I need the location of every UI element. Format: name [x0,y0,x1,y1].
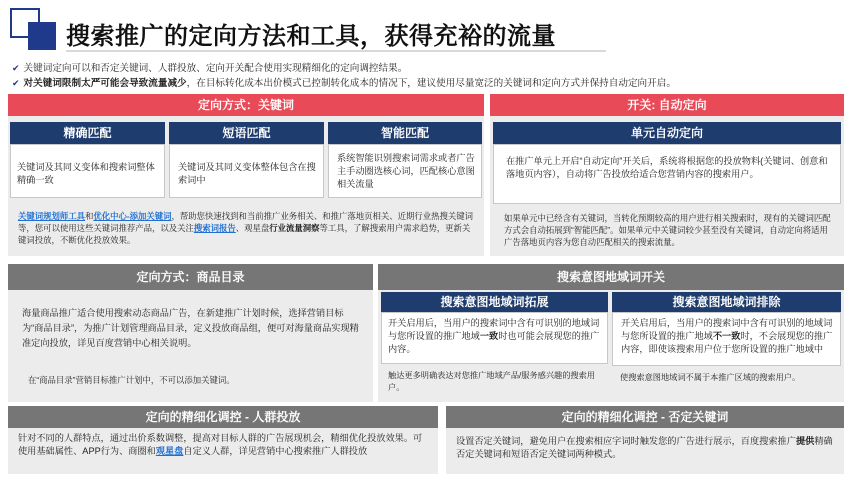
audience-desc [8,428,438,474]
geo-expand-bold: 一致 [479,331,499,341]
negative-text: 设置否定关键词，避免用户在搜索相应字词时触发您的广告进行展示，百度搜索推广 [456,436,796,446]
page-title: 搜索推广的定向方法和工具，获得充裕的流量 [66,23,556,50]
geo-exclude-text: 时，不会展现您的推广内容，即使该搜索用户位于您所设置的推广地域中 [621,331,833,354]
phrase-match-header: 短语匹配 [169,122,324,144]
title-decoration-block [28,22,56,50]
guanxingpan-link[interactable]: 观星盘 [155,446,184,456]
catalog-note: 在“商品目录”营销目标推广计划中，不可以添加关键词。 [28,375,235,385]
unit-auto-targeting-header: 单元自动定向 [493,122,841,144]
bullet-text: 关键词定向可以和否定关键词、人群投放、定向开关配合使用实现精细化的定向调控结果。 [23,63,408,74]
geo-intent-header: 搜索意图地域词开关 [378,264,844,290]
bullet-item [12,61,842,76]
phrase-match-desc: 关键词及其同义变体整体包含在搜索词中 [169,144,324,198]
note-text: 和 [85,211,94,221]
smart-match-header: 智能匹配 [328,122,482,144]
optimization-center-link[interactable]: 优化中心-添加关键词 [93,211,172,221]
geo-exclude-bold: 不一致 [712,331,741,341]
title-underline [66,50,606,52]
catalog-desc: 海量商品推广适合使用搜索动态商品广告，在新建推广计划时候，选择营销目标为“商品目录”，为推广计划管理商品目录，定义投放商品组，便可对海量商品实现精准定向投放，详见百度营销中心相关说明。 [22,308,359,348]
note-text: 、观星盘 [235,223,270,233]
geo-exclude-note: 使搜索意图地域词不属于本推广区域的搜索用户。 [620,373,801,382]
geo-expand-text: 开关启用后，当用户的搜索词中含有可识别的地域词与您所设置的推广地域 [388,318,600,341]
exact-match-header: 精确匹配 [10,122,165,144]
geo-expand-note: 触达更多明确表达对您推广地域产品/服务感兴趣的搜索用户。 [388,371,595,392]
bullet-item [12,76,842,91]
catalog-section-header: 定向方式：商品目录 [8,264,373,290]
geo-expand-desc [381,312,608,364]
geo-expand-text: 时也可能会展现您的推广内容。 [388,331,600,354]
audience-text: 自定义人群，详见营销中心搜索推广人群投放 [183,446,368,456]
geo-exclude-desc [612,312,841,366]
note-text: ，帮助您快速找到和当前推广业务相关、和推广落地页相关、近期行业热搜关键词等，您可以使用这些关键词推荐产品，以及关注 [18,211,474,233]
audience-text: 针对不同的人群特点，通过出价系数调整，提高对目标人群的广告展现机会，精细优化投放效果。可使用基础属性、APP行为、商圈和 [18,433,423,456]
auto-targeting-note: 如果单元中已经含有关键词，当转化预期较高的用户进行相关搜索时，现有的关键词匹配方式会自动拓展到“智能匹配”。如果单元中关键词较少甚至没有关键词，自动定向将适用广告落地页内容为您自动匹配相关的搜索流量。 [504,213,831,247]
smart-match-desc: 系统智能识别搜索词需求或者广告主手动圈选核心词，匹配核心意图相关流量 [328,144,482,198]
note-text: 等工具，了解搜索用户需求趋势，更新关键词投放，不断优化投放效果。 [18,223,471,245]
bullet-text: ，在目标转化成本出价模式已控制转化成本的情况下，建议使用尽量宽泛的关键词和定向方式并保持自动定向开启。 [186,78,676,89]
geo-exclude-text: 开关启用后，当用户的搜索词中含有可识别的地域词与您所设置的推广地域 [621,318,833,341]
geo-exclude-header: 搜索意图地域词排除 [612,292,841,312]
negative-section-header: 定向的精细化调控 - 否定关键词 [446,406,844,428]
auto-targeting-header: 开关: 自动定向 [490,94,844,116]
keyword-tools-note [18,210,478,246]
bullet-bold-text: 对关键词限制太严可能会导致流量减少 [23,78,187,89]
negative-text: 精确否定关键词和短语否定关键词两种模式。 [456,436,833,459]
search-term-report-link[interactable]: 搜索词报告 [193,223,236,233]
industry-insight-text: 行业流量洞察 [269,223,320,233]
negative-bold: 提供 [795,436,815,446]
exact-match-desc: 关键词及其同义变体和搜索词整体精确一致 [10,144,165,198]
audience-section-header: 定向的精细化调控 - 人群投放 [8,406,438,428]
negative-desc [446,428,844,474]
keyword-section-header: 定向方式：关键词 [8,94,484,116]
keyword-planner-link[interactable]: 关键词规划师工具 [18,211,85,221]
geo-expand-header: 搜索意图地域词拓展 [381,292,608,312]
intro-bullets [12,61,842,91]
unit-auto-targeting-desc: 在推广单元上开启“自动定向”开关后，系统将根据您的投放物料(关键词、创意和落地页内容），自动将广告投放给适合您营销内容的搜索用户。 [493,144,841,204]
